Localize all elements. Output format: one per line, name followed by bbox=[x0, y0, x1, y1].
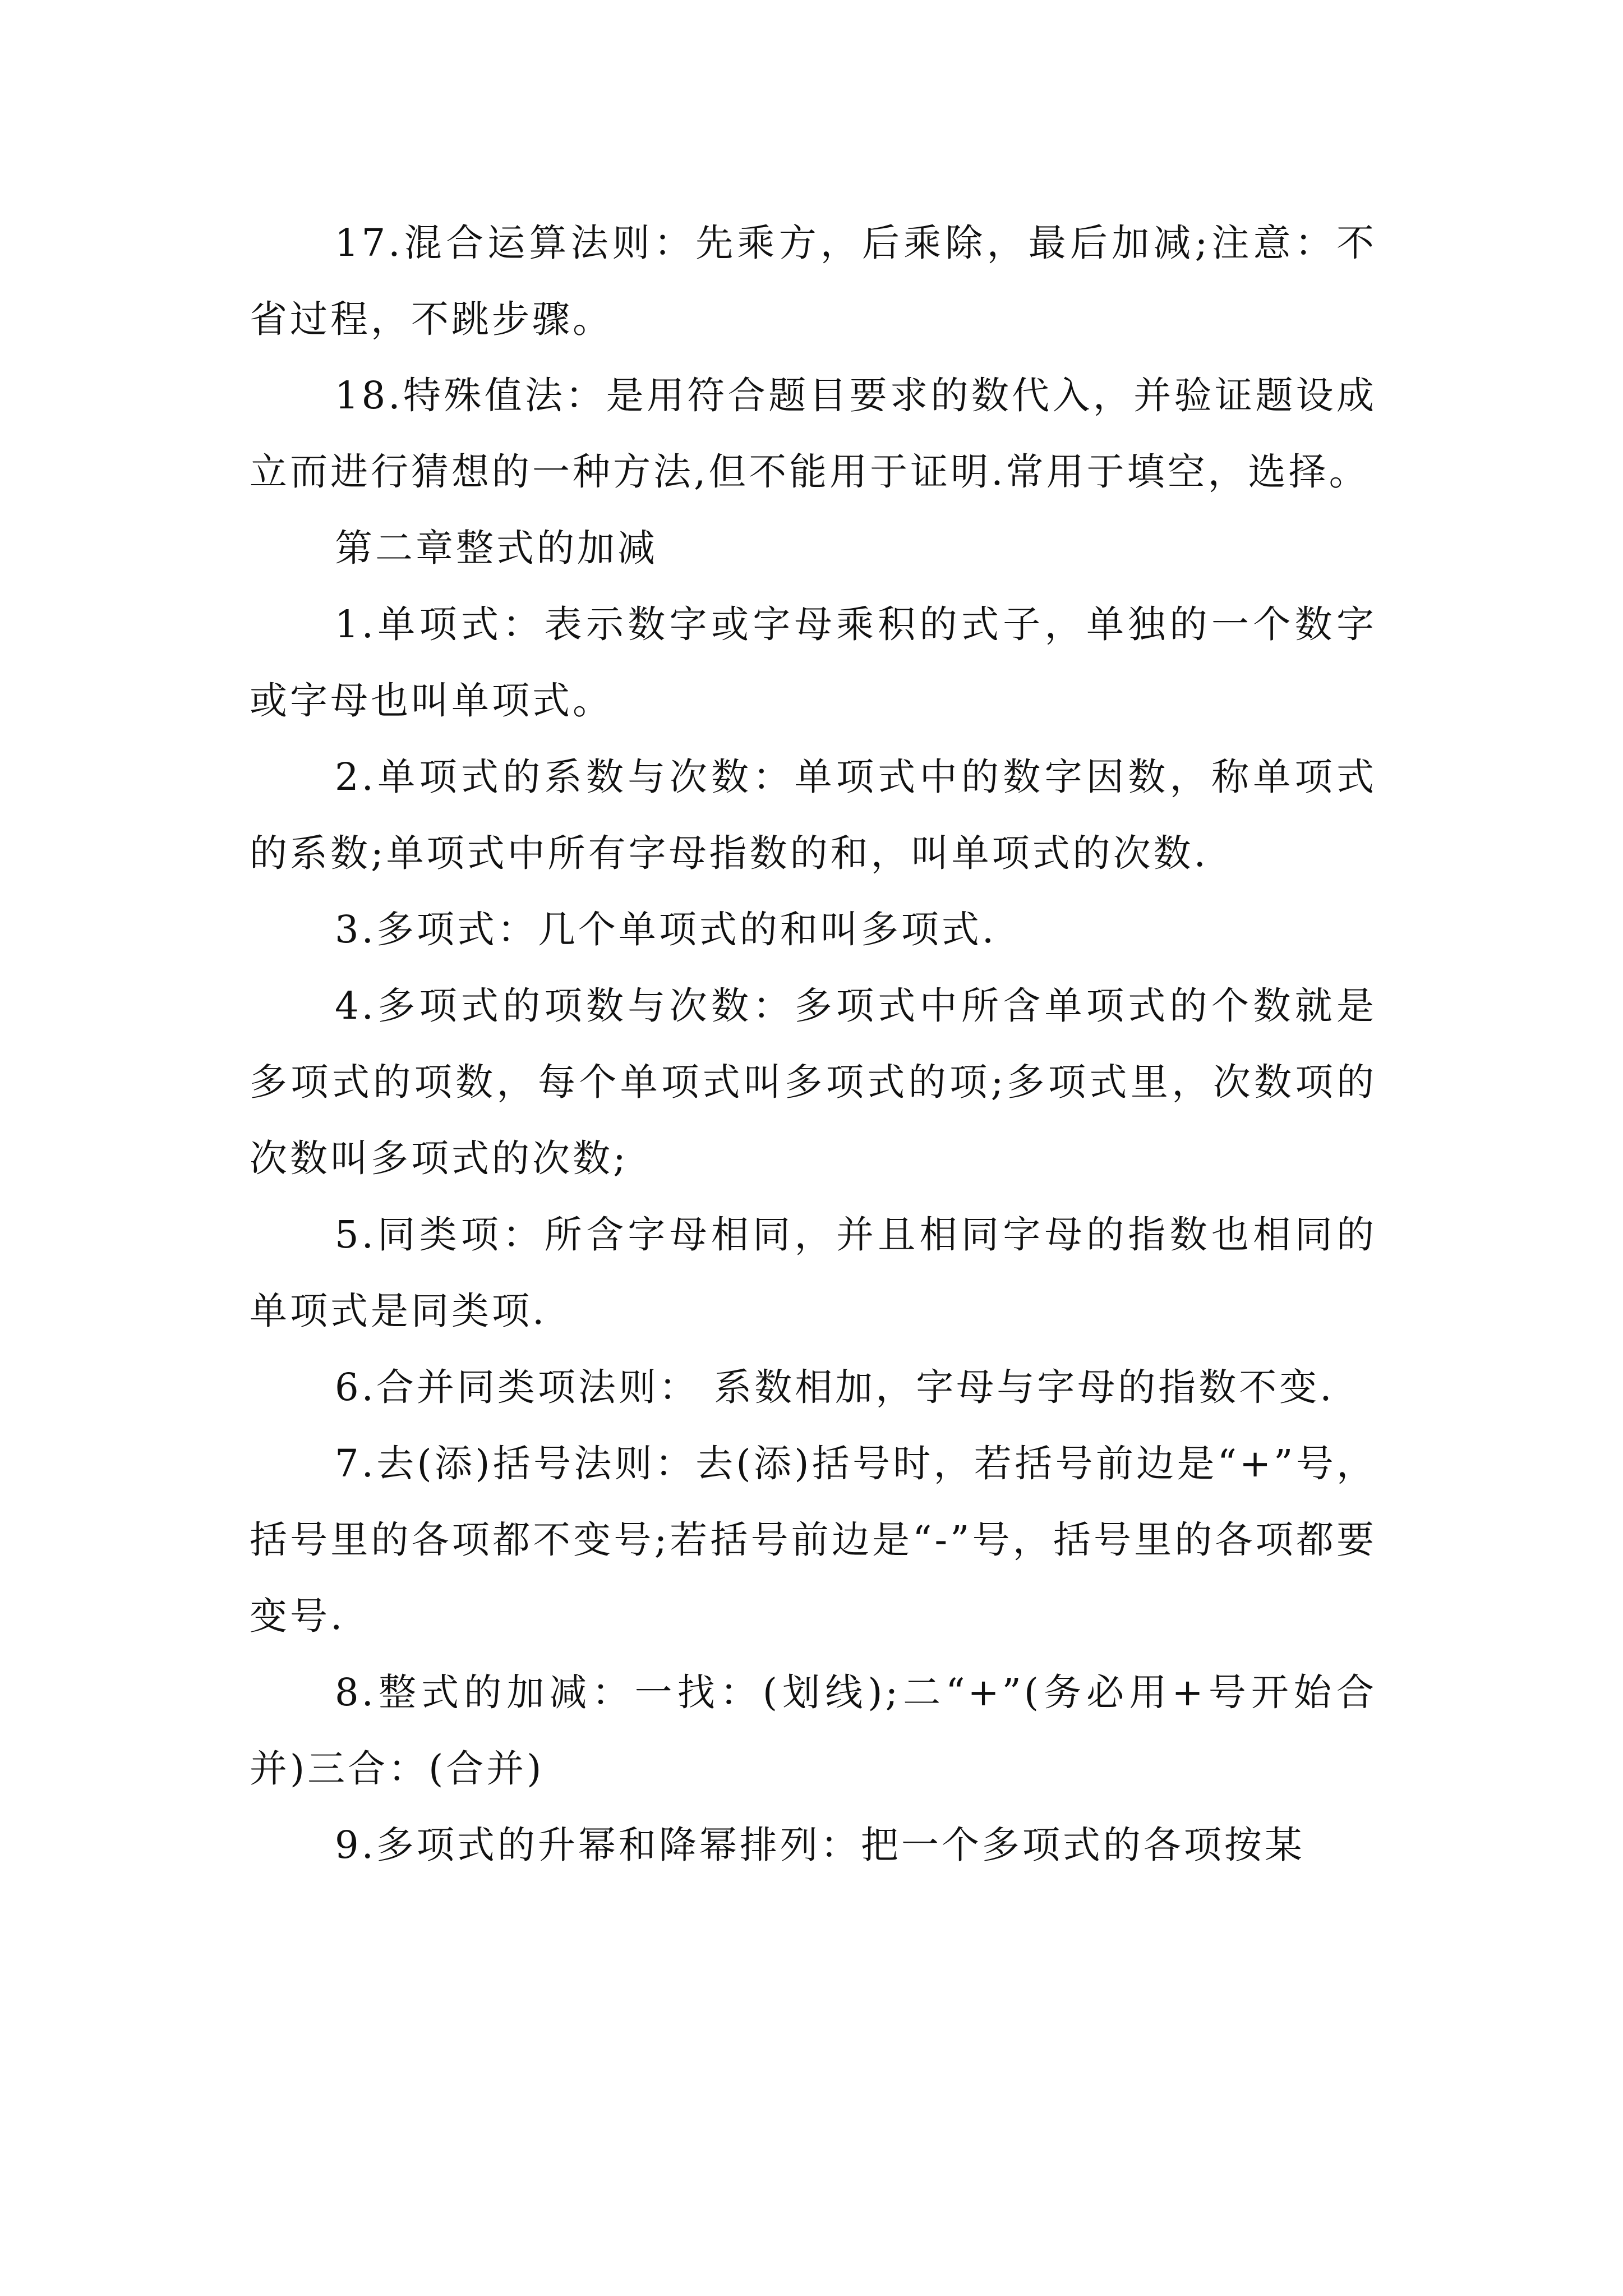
chapter-heading: 第二章整式的加减 bbox=[335, 526, 658, 570]
paragraph-combine-like-terms: 6.合并同类项法则： 系数相加，字母与字母的指数不变. bbox=[335, 1365, 1335, 1409]
paragraph-special-value-method: 18.特殊值法：是用符合题目要求的数代入，并验证题设成立而进行猜想的一种方法,但不能用于证明.常用于填空，选择。 bbox=[250, 374, 1377, 494]
paragraph-monomial-coefficient-degree: 2.单项式的系数与次数：单项式中的数字因数，称单项式的系数;单项式中所有字母指数的和，叫单项式的次数. bbox=[250, 755, 1377, 875]
paragraph-mixed-operation-rule: 17.混合运算法则：先乘方，后乘除，最后加减;注意：不省过程，不跳步骤。 bbox=[250, 221, 1377, 341]
paragraph-addition-subtraction: 8.整式的加减：一找：(划线);二“+”(务必用+号开始合并)三合：(合并) bbox=[250, 1671, 1377, 1791]
paragraph-polynomial: 3.多项式：几个单项式的和叫多项式. bbox=[335, 908, 997, 951]
paragraph-like-terms: 5.同类项：所含字母相同，并且相同字母的指数也相同的单项式是同类项. bbox=[250, 1213, 1377, 1333]
paragraph-monomial: 1.单项式：表示数字或字母乘积的式子，单独的一个数字或字母也叫单项式。 bbox=[250, 602, 1377, 723]
document-body bbox=[250, 205, 1377, 1883]
paragraph-brackets-rule: 7.去(添)括号法则：去(添)括号时，若括号前边是“+”号，括号里的各项都不变号;若括号前边是“-”号，括号里的各项都要变号. bbox=[250, 1442, 1377, 1638]
paragraph-ascending-descending-order: 9.多项式的升幂和降幂排列：把一个多项式的各项按某 bbox=[335, 1823, 1305, 1867]
paragraph-polynomial-terms-degree: 4.多项式的项数与次数：多项式中所含单项式的个数就是多项式的项数，每个单项式叫多项式的项;多项式里，次数项的次数叫多项式的次数; bbox=[250, 984, 1377, 1180]
